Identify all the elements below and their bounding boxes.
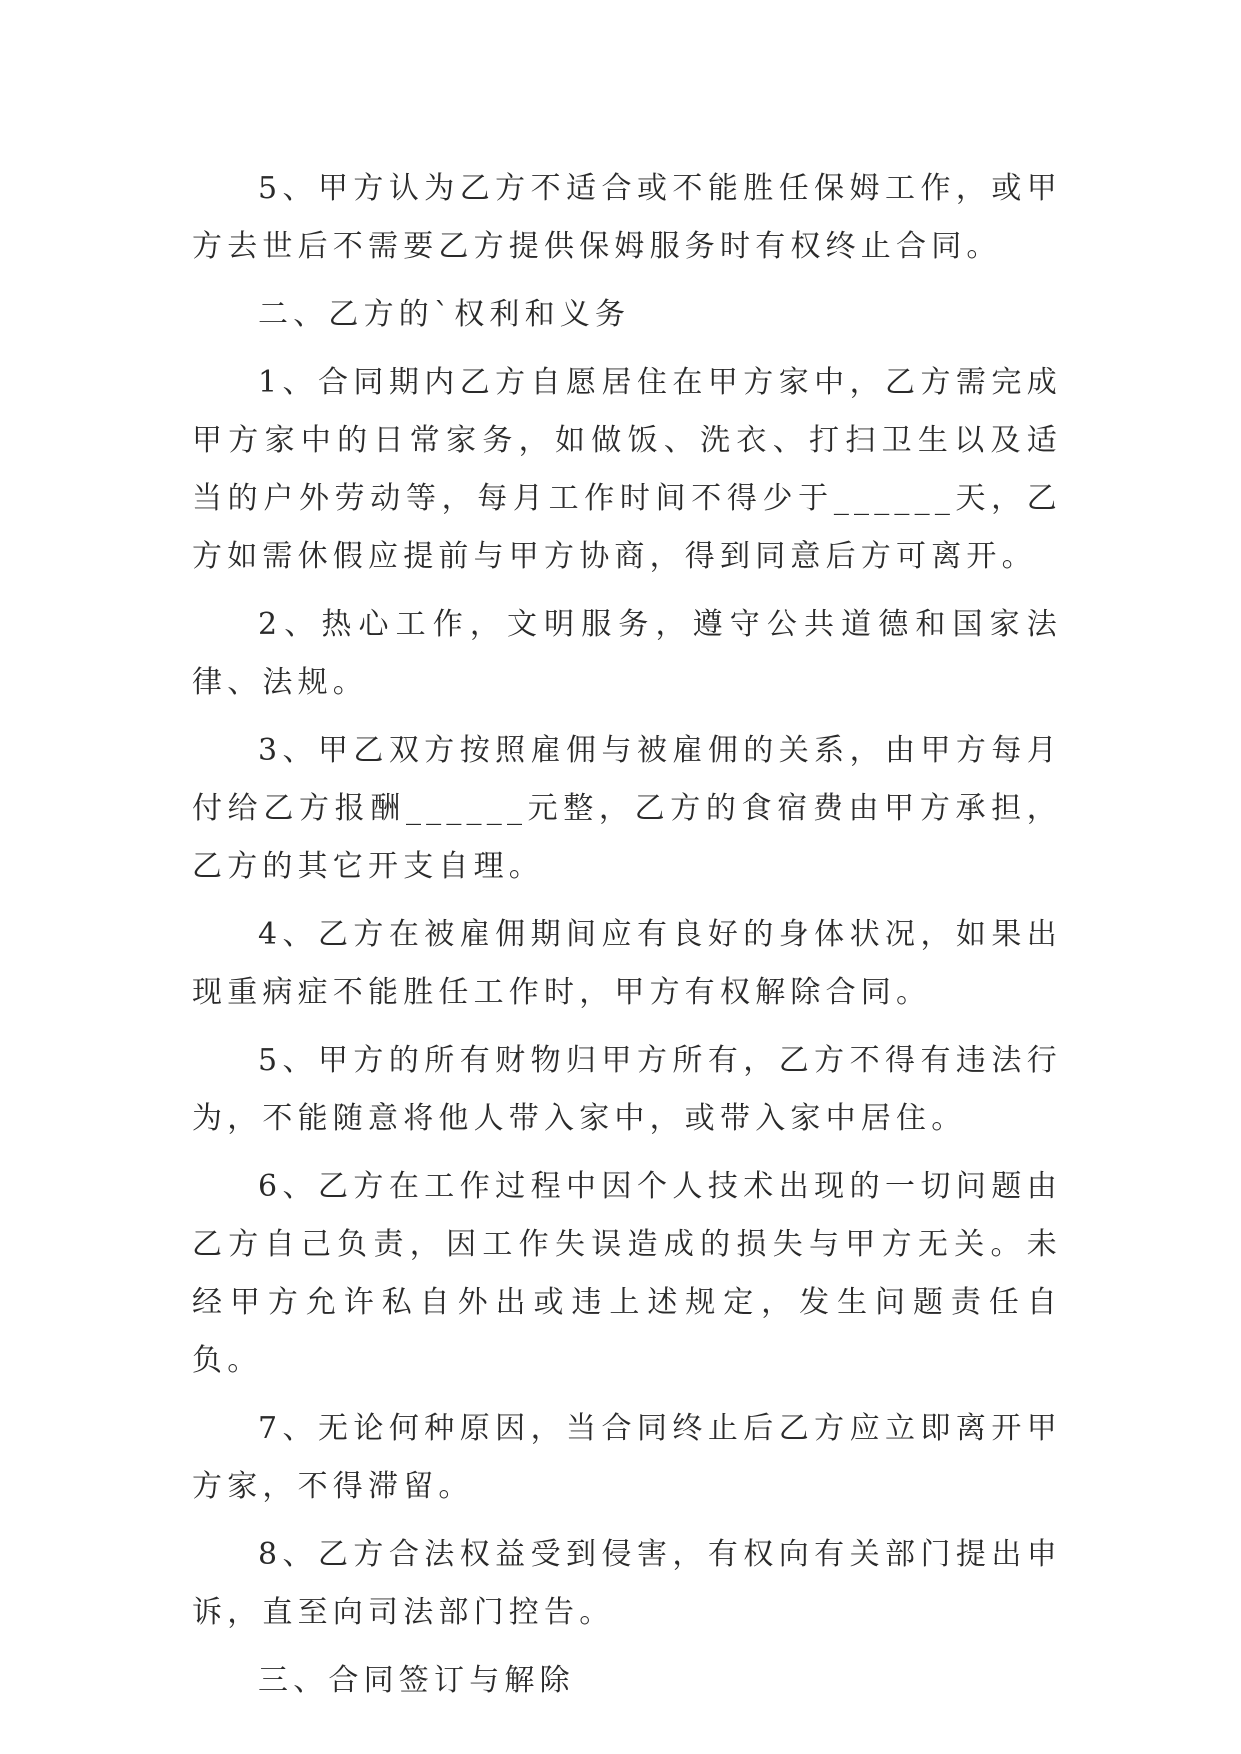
clause-paragraph: 7、无论何种原因，当合同终止后乙方应立即离开甲方家，不得滞留。 (192, 1411, 1062, 1504)
clause-paragraph: 6、乙方在工作过程中因个人技术出现的一切问题由乙方自己负责，因工作失误造成的损失与甲方无关。未经甲方允许私自外出或违上述规定，发生问题责任自负。 (192, 1169, 1062, 1378)
clause-paragraph: 8、乙方合法权益受到侵害，有权向有关部门提出申诉，直至向司法部门控告。 (192, 1537, 1062, 1630)
document-body (192, 160, 1062, 1720)
section-heading: 三、合同签订与解除 (258, 1663, 575, 1698)
clause-paragraph: 4、乙方在被雇佣期间应有良好的身体状况，如果出现重病症不能胜任工作时，甲方有权解除合同。 (192, 917, 1062, 1010)
section-heading: 二、乙方的`权利和义务 (258, 297, 631, 332)
clause-paragraph: 3、甲乙双方按照雇佣与被雇佣的关系，由甲方每月付给乙方报酬______元整，乙方的食宿费由甲方承担，乙方的其它开支自理。 (192, 733, 1062, 884)
clause-paragraph: 5、甲方认为乙方不适合或不能胜任保姆工作，或甲方去世后不需要乙方提供保姆服务时有权终止合同。 (192, 171, 1062, 264)
clause-paragraph: 1、合同期内乙方自愿居住在甲方家中，乙方需完成甲方家中的日常家务，如做饭、洗衣、打扫卫生以及适当的户外劳动等，每月工作时间不得少于______天，乙方如需休假应提前与甲方协商，得到同意后方可离开。 (192, 365, 1062, 574)
clause-paragraph: 2、热心工作，文明服务，遵守公共道德和国家法律、法规。 (192, 607, 1062, 700)
clause-paragraph: 5、甲方的所有财物归甲方所有，乙方不得有违法行为，不能随意将他人带入家中，或带入家中居住。 (192, 1043, 1062, 1136)
